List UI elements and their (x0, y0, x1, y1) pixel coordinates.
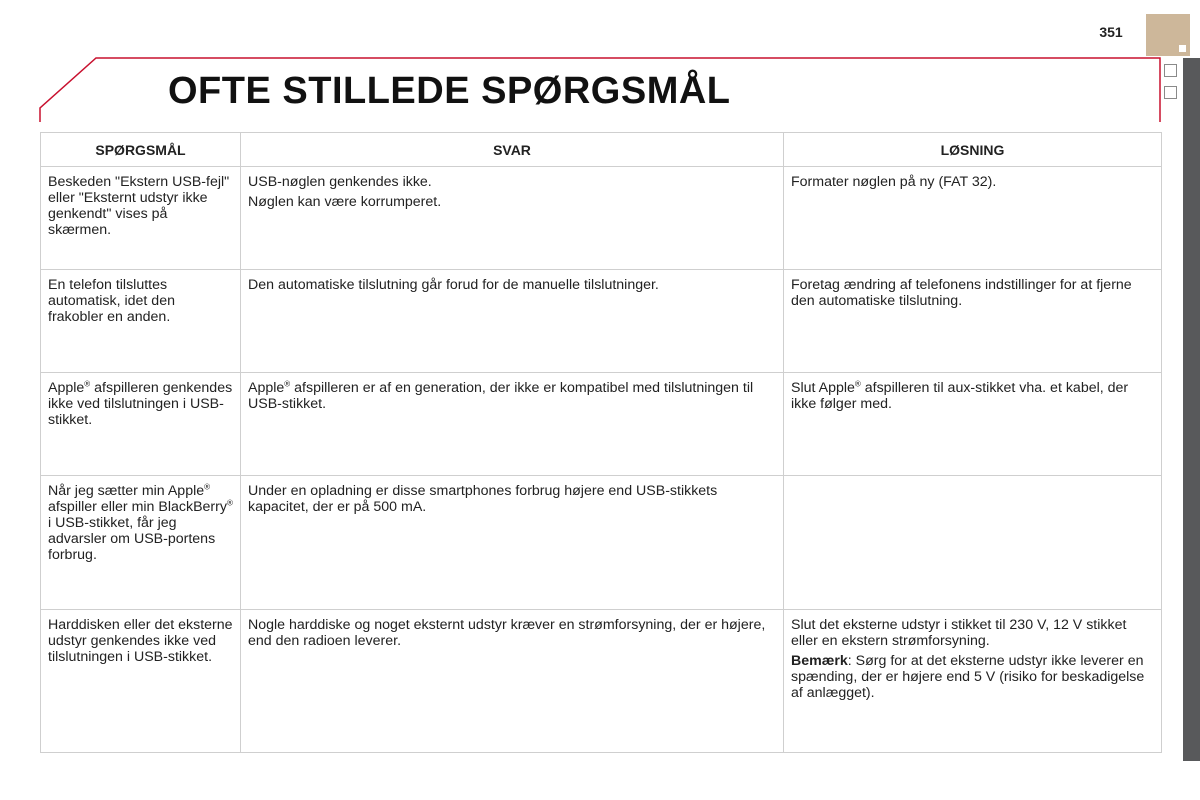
answer-cell (241, 610, 784, 753)
registered-mark: ® (284, 379, 291, 389)
question-text: Harddisken eller det eksterne udstyr genkendes ikke ved tilslutningen i USB-stikket. (48, 617, 233, 665)
solution-cell (784, 167, 1162, 270)
answer-text: USB-nøglen genkendes ikke. (248, 174, 432, 190)
solution-text: Formater nøglen på ny (FAT 32). (791, 174, 997, 190)
header-question: SPØRGSMÅL (41, 133, 241, 167)
table-row (41, 610, 1162, 753)
header-answer: SVAR (241, 133, 784, 167)
header-solution: LØSNING (784, 133, 1162, 167)
page-title: OFTE STILLEDE SPØRGSMÅL (168, 70, 731, 112)
solution-note (791, 653, 1154, 701)
faq-table (40, 132, 1162, 753)
answer-text: Nøglen kan være korrumperet. (248, 194, 442, 210)
question-text: En telefon tilsluttes automatisk, idet den frakobler en anden. (48, 277, 175, 325)
solution-text: afspilleren til aux-stikket vha. et kabel, der ikke følger med. (791, 380, 1129, 412)
solution-cell (784, 270, 1162, 373)
answer-text: Den automatiske tilslutning går forud for de manuelle tilslutninger. (248, 277, 659, 293)
registered-mark: ® (84, 379, 91, 389)
answer-cell (241, 270, 784, 373)
question-text: afspiller eller min BlackBerry (48, 499, 227, 515)
solution-cell (784, 610, 1162, 753)
note-label: Bemærk (791, 653, 848, 669)
table-row (41, 476, 1162, 610)
answer-cell (241, 476, 784, 610)
solution-text: Foretag ændring af telefonens indstillinger for at fjerne den automatiske tilslutning. (791, 277, 1132, 309)
answer-cell (241, 167, 784, 270)
table-row (41, 167, 1162, 270)
table-row (41, 373, 1162, 476)
registered-mark: ® (854, 379, 861, 389)
solution-text: Slut det eksterne udstyr i stikket til 230 V, 12 V stikket eller en ekstern strømforsyning. (791, 617, 1127, 649)
page-number: 351 (1099, 24, 1123, 40)
registered-mark: ® (204, 482, 211, 492)
answer-text: Under en opladning er disse smartphones forbrug højere end USB-stikkets kapacitet, der er på 500 mA. (248, 483, 718, 515)
note-text: : Sørg for at det eksterne udstyr ikke leverer en spænding, der er højere end 5 V (risiko for beskadigelse af anlægget). (791, 653, 1145, 701)
question-cell (41, 270, 241, 373)
table-row (41, 270, 1162, 373)
question-text: i USB-stikket, får jeg advarsler om USB-portens forbrug. (48, 515, 216, 563)
question-text: afspilleren genkendes ikke ved tilslutningen i USB-stikket. (48, 380, 233, 428)
brand-text: Apple (48, 380, 85, 396)
registered-mark: ® (226, 498, 233, 508)
tab-dot (1179, 45, 1186, 52)
question-cell (41, 476, 241, 610)
question-cell (41, 373, 241, 476)
solution-text: Slut Apple (791, 380, 855, 396)
question-text: Beskeden "Ekstern USB-fejl" eller "Eksternt udstyr ikke genkendt" vises på skærmen. (48, 174, 230, 238)
question-cell (41, 610, 241, 753)
answer-text: afspilleren er af en generation, der ikke er kompatibel med tilslutningen til USB-stikket. (248, 380, 754, 412)
question-cell (41, 167, 241, 270)
table-header-row (41, 133, 1162, 167)
solution-cell (784, 476, 1162, 610)
question-text: Når jeg sætter min Apple (48, 483, 205, 499)
solution-cell (784, 373, 1162, 476)
answer-cell (241, 373, 784, 476)
answer-text: Nogle harddiske og noget eksternt udstyr kræver en strømforsyning, der er højere, end den radioen leverer. (248, 617, 766, 649)
side-bar (1183, 58, 1200, 761)
brand-text: Apple (248, 380, 285, 396)
